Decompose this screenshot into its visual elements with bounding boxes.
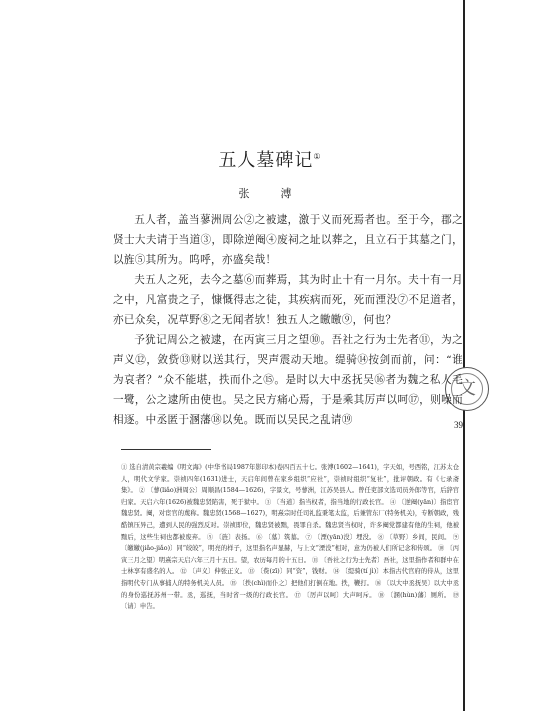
- footnote-divider: [121, 449, 211, 450]
- footnote-block: ① 选自清黄宗羲编《明文海》(中华书局1987年影印本)卷四百五十七。张溥(1602—1641)，字天如，号西铭，江苏太仓人，明代文学家。崇祯四年(1631)进士，天启年间曾在家乡组织“应社”，崇祯时组织“复社”，批评朝政。有《七录斋集》。 ② 〔蓼(liǎo)洲周公〕周顺昌(1584—1626)，字景文，号蓼洲，江苏吴县人。曾任吏部文选司员外郎等官，后辞官归家。天启六年(1626)被魏忠贤陷害，死于狱中。 ③ 〔当道〕指当权者，指当地的行政长官。 ④ 〔逆阉(yān)〕指宦官魏忠贤。阉，对宦官的蔑称。魏忠贤(1568—1627)，明熹宗时任司礼监秉笔太监，后兼管东厂(特务机关)，专断朝政，残酷镇压异己，遭到人民的强烈反对。崇祯即位，魏忠贤被黜，畏罪自杀。魏忠贤当权时，许多阉党都建有他的生祠，他被黜后，这些生祠也都被废弃。 ⑤ 〔旌〕表扬。 ⑥ 〔墓〕筑墓。 ⑦ 〔湮(yān)没〕埋没。 ⑧ 〔草野〕乡间，民间。 ⑨ 〔皦皦(jiǎo-jiǎo)〕同“皎皎”，明亮的样子，这里指名声显赫，与上文“湮没”相对，意为仍被人们所记念和传颂。 ⑩ 〔丙寅三月之望〕明熹宗天启六年三月十五日。望，农历每月的十五日。 ⑪ 〔吾社之行为士先者〕吾社，这里指作者和群中在士林享有盛名的人。 ⑫ 〔声义〕伸张正义。 ⑬ 〔赀(zī)〕同“资”，钱财。 ⑭ 〔缇骑(tí jì)〕本指古代官府的侍从，这里指明代专门从事捕人的特务机关人员。 ⑮ 〔抶(chì)而仆之〕把他们打倒在地。抶，鞭打。 ⑯ 〔以大中丞抚吴〕以大中丞的身份巡抚苏州一带。丞，巡抚，当时省一级的行政长官。 ⑰ 〔厉声以呵〕大声呵斥。 ⑱ 〔溷(hùn)藩〕厕所。 ⑲ 〔请〕申告。: [121, 464, 459, 611]
- footnotes: [121, 462, 459, 613]
- paragraph-2: 夫五人之死，去今之墓⑥而葬焉，其为时止十有一月尔。夫十有一月之中，凡富贵之子，慷慨得志之徒，其疾病而死，死而湮没⑦不足道者，亦已众矣，况草野⑧之无闻者欤！独五人之皦皦⑨，何也？: [113, 274, 463, 326]
- paragraph-1: 五人者，盖当蓼洲周公②之被逮，激于义而死焉者也。至于今，郡之贤士大夫请于当道③，即除逆阉④废祠之址以葬之，且立石于其墓之门，以旌⑤其所为。呜呼，亦盛矣哉！: [113, 214, 463, 266]
- article-body: [113, 210, 463, 430]
- author-name: 张 溥: [238, 187, 302, 200]
- title-text: 五人墓碑记: [218, 150, 314, 171]
- margin-rule: [463, 0, 465, 711]
- article-title: [90, 146, 450, 172]
- paragraph-3: 予犹记周公之被逮，在丙寅三月之望⑩。吾社之行为士先者⑪，为之声义⑫，敛赀⑬财以送其行，哭声震动天地。缇骑⑭按剑而前，问：“谁为哀者？”众不能堪，抶而仆之⑮。是时以大中丞抚吴⑯者为魏之私人毛一鹭，公之逮所由使也。吴之民方痛心焉，于是乘其厉声以呵⑰，则噪而相逐。中丞匿于溷藩⑱以免。既而以吴民之乱请⑲: [113, 334, 463, 426]
- page-number: 39: [454, 420, 463, 430]
- title-footnote-marker: ①: [313, 152, 322, 161]
